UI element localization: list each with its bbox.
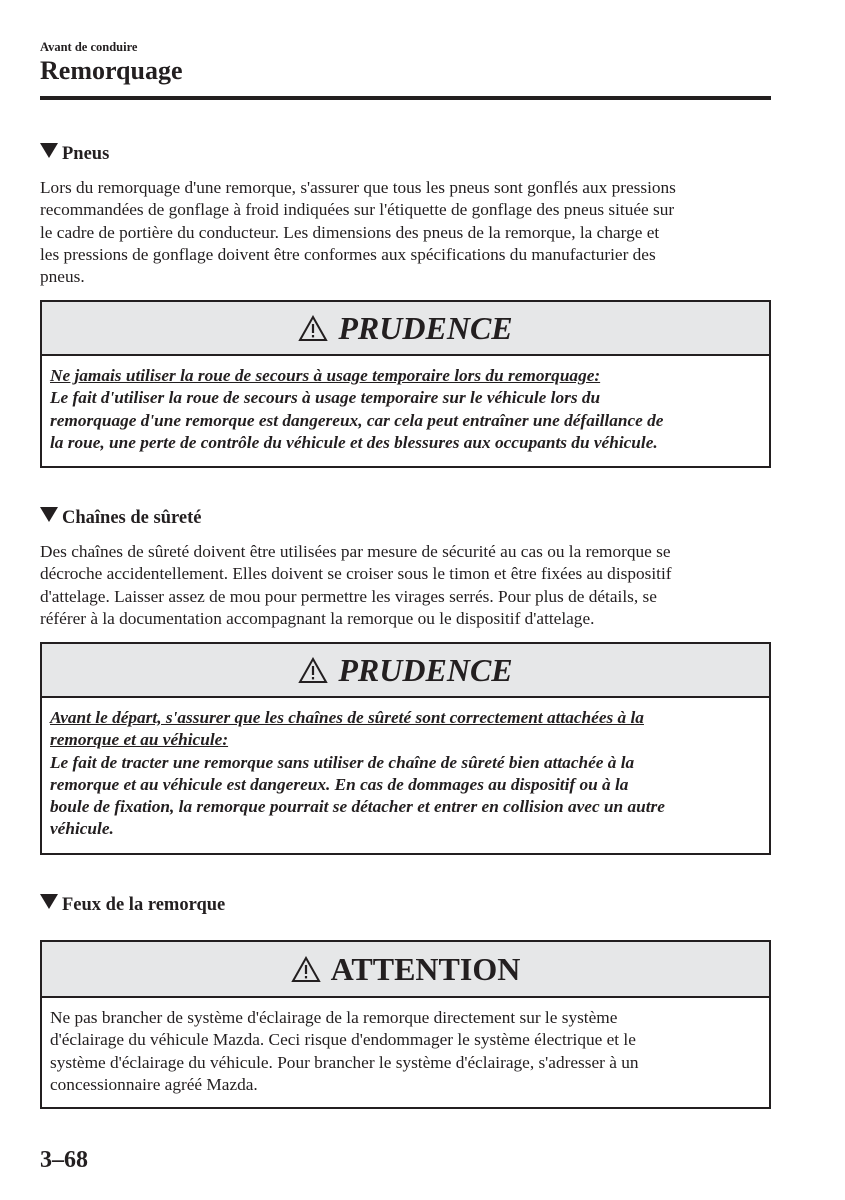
attention-header [42,942,769,998]
caution-line: remorque et au véhicule est dangereux. En cas de dommages au dispositif ou à la [50,774,629,794]
caution-line: remorquage d'une remorque est dangereux, car cela peut entraîner une défaillance de [50,410,664,430]
attention-line: d'éclairage du véhicule Mazda. Ceci risque d'endommager le système électrique et le [50,1030,636,1050]
caution-line: Le fait d'utiliser la roue de secours à usage temporaire sur le véhicule lors du [50,388,601,408]
text-line: Des chaînes de sûreté doivent être utilisées par mesure de sécurité au cas ou la remorque se [40,542,671,561]
triangle-bullet-icon [40,143,58,158]
caution-header [42,644,769,698]
section-heading-label: Feux de la remorque [62,895,226,915]
caution-line: la roue, une perte de contrôle du véhicule et des blessures aux occupants du véhicule. [50,432,658,452]
text-line: le cadre de portière du conducteur. Les dimensions des pneus de la remorque, la charge et [40,222,660,242]
caution-title: PRUDENCE [338,651,513,688]
text-line: recommandées de gonflage à froid indiquées sur l'étiquette de gonflage des pneus située sur [40,200,675,220]
triangle-bullet-icon [40,507,58,522]
paragraph-chaines [40,541,780,630]
text-line: les pressions de gonflage doivent être conformes aux spécifications du manufacturier des [40,244,656,264]
section-heading-label: Chaînes de sûreté [62,508,202,528]
section-heading-feux [40,894,225,916]
attention-line: Ne pas brancher de système d'éclairage de la remorque directement sur le système [50,1008,618,1027]
text-line: d'attelage. Laisser assez de mou pour permettre les virages serrés. Pour plus de détails, se [40,586,657,606]
caution-title: PRUDENCE [338,309,513,346]
caution-line: véhicule. [50,819,114,839]
caution-lead-line: remorque et au véhicule: [50,730,229,750]
warning-triangle-icon [298,315,328,342]
attention-line: système d'éclairage du véhicule. Pour brancher le système d'éclairage, s'adresser à un [50,1052,639,1072]
warning-triangle-icon [298,657,328,684]
caution-line: Le fait de tracter une remorque sans utiliser de chaîne de sûreté bien attachée à la [50,752,635,772]
caution-lead-line: Ne jamais utiliser la roue de secours à usage temporaire lors du remorquage: [50,366,601,385]
section-heading-label: Pneus [62,144,110,164]
caution-line: boule de fixation, la remorque pourrait se détacher et entrer en collision avec un autre [50,797,665,817]
attention-body [42,998,769,1104]
triangle-bullet-icon [40,894,58,909]
paragraph-pneus [40,177,780,288]
section-heading-pneus [40,143,109,165]
caution-box-pneus [40,300,771,468]
section-heading-chaines [40,507,201,529]
caution-body [42,356,769,462]
text-line: Lors du remorquage d'une remorque, s'assurer que tous les pneus sont gonflés aux pressions [40,178,676,197]
caution-lead-line: Avant le départ, s'assurer que les chaînes de sûreté sont correctement attachées à la [50,708,644,727]
caution-box-chaines [40,642,771,855]
text-line: pneus. [40,267,85,287]
page-number: 3–68 [40,1147,88,1173]
attention-line: concessionnaire agréé Mazda. [50,1074,258,1094]
text-line: décroche accidentellement. Elles doivent se croiser sous le timon et être fixées au dispositif [40,564,672,584]
page-title: Remorquage [40,56,183,85]
text-line: référer à la documentation accompagnant la remorque ou le dispositif d'attelage. [40,608,595,628]
chapter-label: Avant de conduire [40,40,138,54]
caution-header [42,302,769,356]
attention-box-feux [40,940,771,1109]
warning-triangle-icon [291,956,321,983]
caution-body [42,698,769,849]
attention-title: ATTENTION [330,950,521,987]
header-divider [40,96,771,100]
